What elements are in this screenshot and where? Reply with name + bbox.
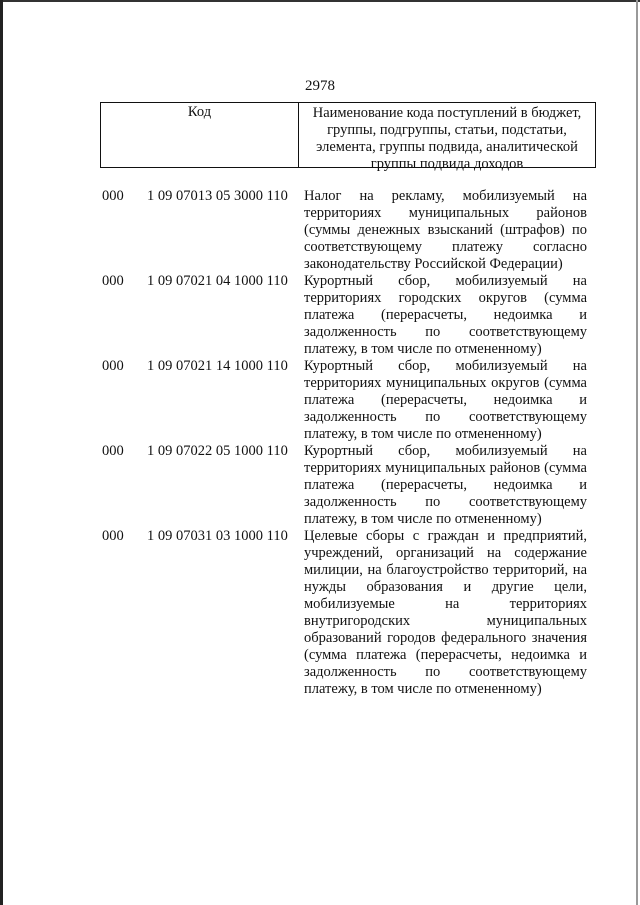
- table-header: [100, 102, 596, 172]
- header-name-line: группы подвида доходов: [370, 156, 524, 172]
- description-line: мобилизуемые на территориях: [304, 596, 587, 612]
- table-row: [0, 443, 640, 528]
- description-line: платежу, в том числе по отмененному): [304, 511, 542, 527]
- description-line: Целевые сборы с граждан и предприятий,: [304, 528, 587, 544]
- description-line: задолженность по соответствующему: [304, 494, 587, 510]
- page-top-edge: [0, 0, 640, 2]
- table-row: [0, 358, 640, 443]
- description-line: Налог на рекламу, мобилизуемый на: [304, 188, 587, 204]
- description-line: платежу, в том числе по отмененному): [304, 341, 542, 357]
- description-line: нужды образования и другие цели,: [304, 579, 587, 595]
- description-line: территориях муниципальных районов (сумма: [304, 460, 587, 476]
- description-line: задолженность по соответствующему: [304, 324, 587, 340]
- header-name-line: элемента, группы подвида, аналитической: [316, 139, 578, 155]
- description-line: платежу, в том числе по отмененному): [304, 681, 542, 697]
- row-admin-code: 000: [102, 528, 124, 544]
- table-row: [0, 273, 640, 358]
- header-name-line: Наименование кода поступлений в бюджет,: [312, 105, 582, 121]
- row-description: [304, 528, 587, 698]
- description-line: образований городов федерального значения: [304, 630, 587, 646]
- description-line: территориях городских округов (сумма: [304, 290, 587, 306]
- row-budget-code: 1 09 07031 03 1000 110: [147, 528, 288, 544]
- description-line: учреждений, организаций на содержание: [304, 545, 587, 561]
- description-line: задолженность по соответствующему: [304, 664, 587, 680]
- description-line: территориях муниципальных районов: [304, 205, 587, 221]
- description-line: законодательству Российской Федерации): [304, 256, 563, 272]
- table-row: [0, 188, 640, 273]
- description-line: соответствующему платежу согласно: [304, 239, 587, 255]
- header-name: [299, 103, 595, 172]
- row-budget-code: 1 09 07013 05 3000 110: [147, 188, 288, 204]
- description-line: платежа (перерасчеты, недоимка и: [304, 307, 587, 323]
- description-line: (сумма платежа (перерасчеты, недоимка и: [304, 647, 587, 663]
- description-line: Курортный сбор, мобилизуемый на: [304, 273, 587, 289]
- row-description: [304, 273, 587, 358]
- row-budget-code: 1 09 07022 05 1000 110: [147, 443, 288, 459]
- row-description: [304, 443, 587, 528]
- row-admin-code: 000: [102, 188, 124, 204]
- header-name-line: группы, подгруппы, статьи, подстатьи,: [327, 122, 567, 138]
- description-line: Курортный сбор, мобилизуемый на: [304, 358, 587, 374]
- description-line: платежа (перерасчеты, недоимка и: [304, 477, 587, 493]
- table-body: [0, 188, 640, 698]
- page-number: 2978: [305, 78, 335, 94]
- header-code: Код: [101, 103, 299, 167]
- description-line: платежа (перерасчеты, недоимка и: [304, 392, 587, 408]
- row-admin-code: 000: [102, 358, 124, 374]
- description-line: (суммы денежных взысканий (штрафов) по: [304, 222, 587, 238]
- row-admin-code: 000: [102, 443, 124, 459]
- row-budget-code: 1 09 07021 14 1000 110: [147, 358, 288, 374]
- row-admin-code: 000: [102, 273, 124, 289]
- row-budget-code: 1 09 07021 04 1000 110: [147, 273, 288, 289]
- description-line: Курортный сбор, мобилизуемый на: [304, 443, 587, 459]
- table-row: [0, 528, 640, 698]
- description-line: платежу, в том числе по отмененному): [304, 426, 542, 442]
- description-line: задолженность по соответствующему: [304, 409, 587, 425]
- description-line: внутригородских муниципальных: [304, 613, 587, 629]
- row-description: [304, 358, 587, 443]
- description-line: милиции, на благоустройство территорий, на: [304, 562, 587, 578]
- row-description: [304, 188, 587, 273]
- description-line: территориях муниципальных округов (сумма: [304, 375, 587, 391]
